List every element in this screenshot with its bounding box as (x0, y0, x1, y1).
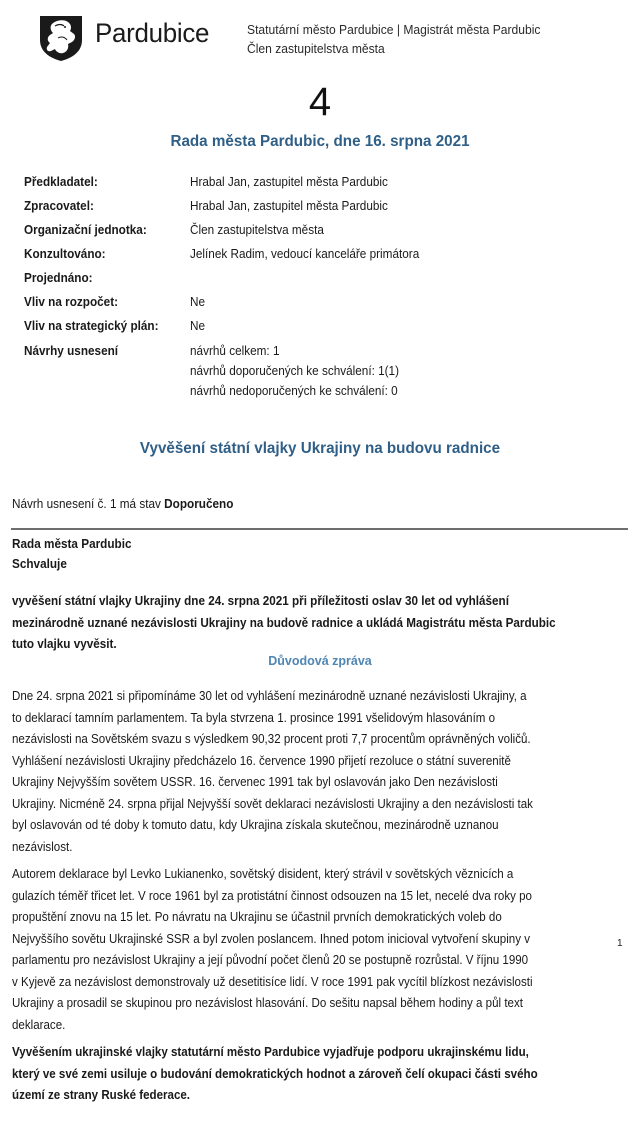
paragraph-line: gulazích téměř třicet let. V roce 1961 byl za protistátní činnost odsouzen na 15 let, necelé dva roky po (12, 888, 532, 903)
paragraph-line: Autorem deklarace byl Levko Lukianenko, sovětský disident, který strávil v sovětských věznicích a (12, 867, 514, 881)
meta-value: Ne (190, 319, 206, 333)
resolution-line: vyvěšení státní vlajky Ukrajiny dne 24. srpna 2021 při příležitosti oslav 30 let od vyhlášení (12, 594, 509, 608)
logo-wordmark: Pardubice (95, 18, 210, 48)
status-prefix: Návrh usnesení č. 1 má stav (12, 497, 165, 511)
meta-value: Jelínek Radim, vedoucí kanceláře primátora (190, 247, 420, 261)
meta-value: návrhů celkem: 1 (190, 344, 280, 358)
reason-paragraph (12, 686, 623, 858)
paragraph-line: parlamentu pro nezávislost Ukrajiny a její původní počet členů 20 se postupně rozrůstal. V říjnu 1990 (12, 953, 529, 967)
divider (11, 528, 628, 530)
paragraph-line: Dne 24. srpna 2021 si připomínáme 30 let od vyhlášení mezinárodně uznané nezávislosti Ukrajiny, a (12, 689, 527, 703)
meta-value: Hrabal Jan, zastupitel města Pardubic (190, 199, 388, 213)
meta-value: Ne (190, 295, 206, 309)
meta-value: Člen zastupitelstva města (190, 223, 324, 237)
resolution-verb: Schvaluje (12, 557, 67, 571)
resolution-line: tuto vlajku vyvěsit. (12, 637, 117, 651)
paragraph-line: byl oslavován od té doby k tomuto datu, kdy Ukrajina získala skutečnou, mezinárodně uznanou (12, 818, 499, 832)
document-title: Vyvěšení státní vlajky Ukrajiny na budovu radnice (139, 440, 501, 457)
council-name: Rada města Pardubic (12, 537, 132, 551)
meta-value: Hrabal Jan, zastupitel města Pardubic (190, 175, 388, 189)
meta-label: Vliv na rozpočet: (24, 295, 119, 309)
pardubice-logo-icon (38, 14, 84, 62)
meta-label: Zpracovatel: (24, 199, 94, 213)
paragraph-line: to deklarací tamním parlamentem. Ta byla stvrzena 1. prosince 1991 všelidovým hlasováním o (12, 710, 496, 725)
meta-label: Projednáno: (24, 271, 93, 285)
paragraph-line: Ukrajiny. Nicméně 24. srpna přijal Nejvyšší sovět deklaraci nezávislosti Ukrajiny a den nezávislosti tak (12, 796, 533, 811)
paragraph-line: který ve své zemi usiluje o budování demokratických hodnot a zároveň čelí okupaci části svého (12, 1066, 538, 1081)
paragraph-line: Vyvěšením ukrajinské vlajky statutární město Pardubice vyjadřuje podporu ukrajinskému lidu, (12, 1045, 529, 1059)
resolution-status (12, 497, 233, 511)
paragraph-line: Ukrajiny a prosadil se skupinou pro nezávislost hlasování. Do sešitu napsal během hodiny a půl text (12, 996, 523, 1010)
meeting-heading: Rada města Pardubic, dne 16. srpna 2021 (170, 133, 470, 150)
paragraph-line: nezávislosti na Sovětském svazu s výsledkem 90,32 procent proti 7,7 procentům oprávněných voličů. (12, 732, 531, 746)
paragraph-line: Nejvyššího sovětu Ukrajinské SSR a byl zvolen poslancem. Ihned potom inicioval vytvoření skupiny v (12, 931, 530, 946)
paragraph-line: v Kyjevě za nezávislost demonstrovaly už desetitisíce lidí. V roce 1991 pak vycítil blízkost nezávislosti (12, 974, 533, 989)
department-line: Člen zastupitelstva města (247, 41, 385, 56)
resolution-text (12, 591, 620, 656)
meta-label: Předkladatel: (24, 175, 98, 189)
paragraph-line: Vyhlášení nezávislosti Ukrajiny předcházelo 16. července 1990 přijetí rezoluce o státní suverenitě (12, 753, 511, 768)
meta-label: Organizační jednotka: (24, 223, 147, 237)
organization-line: Statutární město Pardubice | Magistrát města Pardubic (247, 22, 541, 37)
page-number: 1 (617, 938, 623, 949)
closing-paragraph (12, 1042, 623, 1107)
meta-label: Návrhy usnesení (24, 344, 119, 358)
paragraph-line: území ze strany Ruské federace. (12, 1088, 191, 1102)
resolution-line: mezinárodně uznané nezávislosti Ukrajiny na budově radnice a ukládá Magistrátu města Pardubic (12, 615, 556, 630)
agenda-item-number: 4 (308, 80, 332, 124)
meta-label: Vliv na strategický plán: (24, 319, 159, 333)
paragraph-line: propuštění znovu na 15 let. Po návratu na Ukrajinu se účastnil prvních demokratických voleb do (12, 910, 502, 924)
status-badge: Doporučeno (164, 497, 234, 511)
meta-value: návrhů doporučených ke schválení: 1(1) (190, 364, 400, 378)
reason-paragraph (12, 864, 623, 1036)
reason-heading: Důvodová zpráva (268, 654, 372, 668)
paragraph-line: nezávislost. (12, 839, 73, 854)
paragraph-line: Ukrajiny Nejvyšším sovětem USSR. 16. červenec 1991 tak byl oslavován jako Den nezávislosti (12, 775, 498, 789)
meta-value: návrhů nedoporučených ke schválení: 0 (190, 384, 398, 398)
paragraph-line: deklarace. (12, 1017, 66, 1032)
meta-label: Konzultováno: (24, 247, 106, 261)
